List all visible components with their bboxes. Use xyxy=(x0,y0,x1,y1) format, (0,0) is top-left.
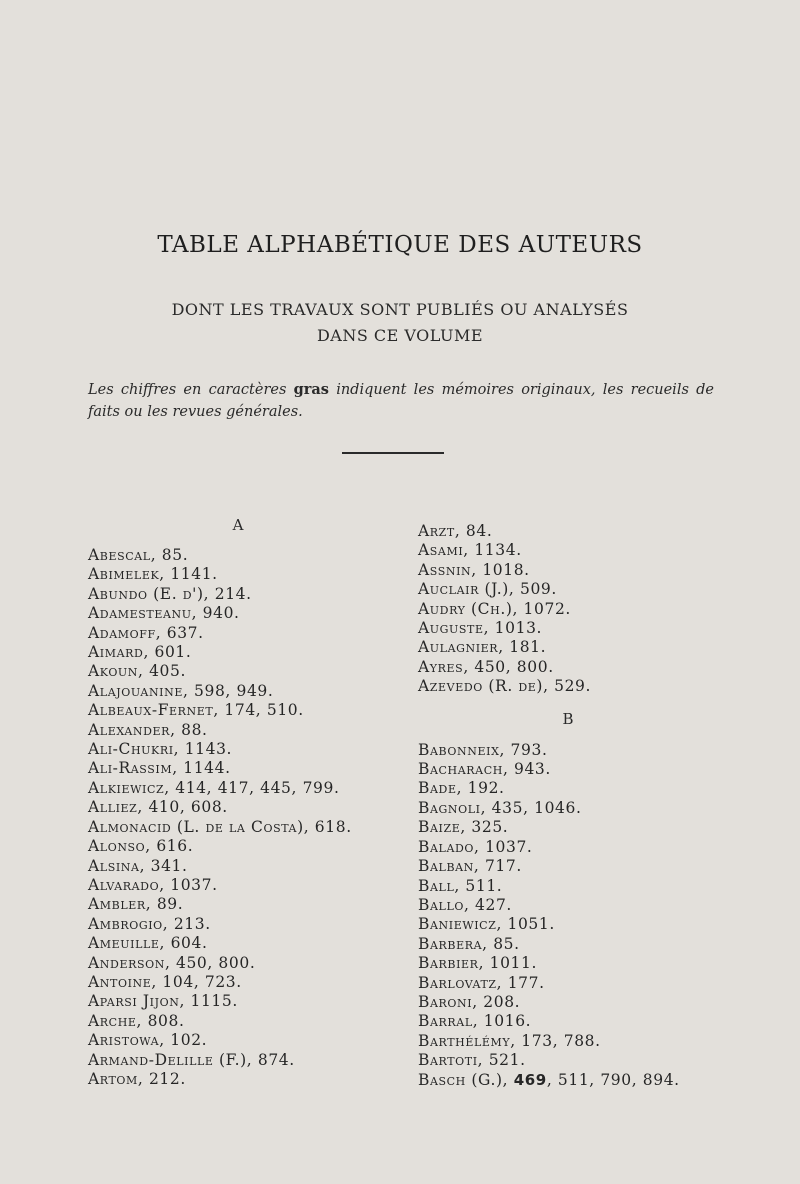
page-numbers: , 637. xyxy=(155,623,204,642)
bold-page-number: 469 xyxy=(513,1070,547,1089)
section-letter-b: B xyxy=(562,709,574,728)
index-entry xyxy=(88,604,388,623)
page-numbers: , 405. xyxy=(138,662,186,681)
page-numbers: 618. xyxy=(309,817,352,836)
author-name: Ayres xyxy=(418,657,464,676)
index-entry xyxy=(418,779,718,798)
author-name: Almonacid (L. de la Costa), xyxy=(88,817,310,836)
page-numbers: , 410, 608. xyxy=(137,798,228,817)
page-numbers: , 341. xyxy=(139,856,188,875)
page-numbers: , 88. xyxy=(170,720,208,739)
index-entry xyxy=(418,619,718,638)
page-numbers: , 1018. xyxy=(471,560,530,579)
author-list-a-continued xyxy=(418,522,718,697)
subtitle-line-2: DANS CE VOLUME xyxy=(316,326,484,345)
page-numbers: , 85. xyxy=(150,546,189,564)
index-entry xyxy=(88,701,388,720)
page-numbers: , 604. xyxy=(159,934,208,953)
author-list-a xyxy=(88,546,388,1089)
index-entry xyxy=(88,1012,388,1031)
author-name: Alonso xyxy=(88,837,146,856)
index-entry xyxy=(418,818,718,837)
page-numbers: , 435, 1046. xyxy=(480,798,582,817)
author-list-b xyxy=(418,741,718,1090)
page-numbers: , 940. xyxy=(191,604,240,623)
page-numbers: 529. xyxy=(548,677,592,696)
author-name: Ambler xyxy=(88,895,146,914)
author-name: Ball xyxy=(418,876,455,895)
index-entry xyxy=(418,658,718,677)
index-column-left xyxy=(88,514,388,1089)
author-name: Ali-Chukri xyxy=(88,740,174,759)
index-entry xyxy=(88,721,388,740)
index-entry xyxy=(88,1051,388,1070)
author-name: Abundo (E. d'), xyxy=(88,584,210,603)
page-numbers: , 212. xyxy=(137,1069,186,1088)
author-name: Alliez xyxy=(88,798,138,817)
index-column-right xyxy=(418,522,718,1090)
index-entry xyxy=(88,546,388,565)
index-entry xyxy=(88,837,388,856)
page-numbers: , 213. xyxy=(162,914,211,933)
author-name: Baroni xyxy=(418,992,473,1011)
author-name: Abescal xyxy=(88,546,151,564)
page-numbers: , 173, 788. xyxy=(510,1031,601,1050)
author-name: Audry (Ch.), xyxy=(418,599,519,618)
page-numbers: , 1143. xyxy=(173,740,233,759)
explanatory-note xyxy=(88,379,714,423)
page-numbers: , 177. xyxy=(496,973,545,992)
author-name: Arzt xyxy=(418,522,455,540)
page-numbers: , 616. xyxy=(145,837,194,856)
author-name: Aparsi Jijon xyxy=(88,992,180,1011)
page-numbers: , 1011. xyxy=(478,954,537,973)
index-entry xyxy=(88,1070,388,1089)
page-numbers: , 511. xyxy=(454,876,503,895)
page-numbers: , 1037. xyxy=(159,875,218,894)
author-name: Balban xyxy=(418,857,474,876)
author-name: Aimard xyxy=(88,643,144,662)
index-entry xyxy=(88,954,388,973)
index-entry xyxy=(418,799,718,818)
index-entry xyxy=(88,934,388,953)
author-name: Adamoff xyxy=(88,623,156,642)
index-entry xyxy=(88,565,388,584)
index-entry xyxy=(418,993,718,1012)
index-entry xyxy=(418,915,718,934)
author-name: Basch (G.), xyxy=(418,1070,509,1089)
index-entry xyxy=(418,760,718,779)
author-name: Ambrogio xyxy=(88,914,163,933)
page-numbers: 1072. xyxy=(518,599,571,618)
index-entry xyxy=(88,759,388,778)
page-numbers: , 104, 723. xyxy=(151,972,242,991)
page-numbers: , 1115. xyxy=(179,992,238,1011)
index-entry xyxy=(418,677,718,696)
page-numbers: 214. xyxy=(209,584,252,603)
index-entry xyxy=(418,1071,718,1090)
page-numbers: , 1013. xyxy=(483,619,543,638)
page-numbers: , 84. xyxy=(454,522,493,540)
author-name: Alsina xyxy=(88,856,140,875)
index-entry xyxy=(418,896,718,915)
index-entry xyxy=(418,1012,718,1031)
index-entry xyxy=(88,779,388,798)
page-numbers: , 192. xyxy=(456,779,505,798)
note-text-before: Les chiffres en caractères xyxy=(88,382,294,398)
author-name: Antoine xyxy=(88,972,152,991)
index-entry xyxy=(418,561,718,580)
index-entry xyxy=(88,643,388,662)
author-name: Aristowa xyxy=(88,1031,160,1050)
index-entry xyxy=(418,580,718,599)
page-numbers: , 1144. xyxy=(172,759,231,778)
page-numbers: , 181. xyxy=(498,638,547,657)
author-name: Akoun xyxy=(88,662,139,681)
author-name: Bade xyxy=(418,779,457,798)
index-entry xyxy=(88,662,388,681)
author-name: Armand-Delille (F.), xyxy=(88,1050,253,1069)
author-name: Artom xyxy=(88,1069,138,1088)
author-name: Abimelek xyxy=(88,565,160,584)
author-name: Bartoti xyxy=(418,1051,478,1070)
index-entry xyxy=(418,1051,718,1070)
author-name: Barthélémy xyxy=(418,1031,511,1050)
author-name: Balado xyxy=(418,837,475,856)
page-numbers: , 1051. xyxy=(496,915,555,934)
page-numbers: , 450, 800. xyxy=(463,657,554,676)
page-numbers: , 414, 417, 445, 799. xyxy=(164,778,340,797)
author-name: Asami xyxy=(418,541,464,560)
author-name: Anderson xyxy=(88,953,165,972)
page-numbers: 509. xyxy=(514,580,557,599)
author-name: Albeaux-Fernet xyxy=(88,701,214,720)
subtitle-line-1: DONT LES TRAVAUX SONT PUBLIÉS OU ANALYSÉS xyxy=(171,300,629,319)
author-name: Alexander xyxy=(88,720,171,739)
section-letter-a: A xyxy=(232,516,244,534)
index-entry xyxy=(88,798,388,817)
index-entry xyxy=(418,877,718,896)
page-numbers: , 598, 949. xyxy=(182,681,274,700)
author-name: Baize xyxy=(418,818,461,837)
author-name: Adamesteanu xyxy=(88,604,192,623)
page-numbers: , 943. xyxy=(502,760,551,779)
author-name: Aulagnier xyxy=(418,638,499,657)
author-name: Ameuille xyxy=(88,934,160,953)
author-name: Baniewicz xyxy=(418,915,497,934)
index-entry xyxy=(88,740,388,759)
page-numbers: , 325. xyxy=(460,818,509,837)
author-name: Alajouanine xyxy=(88,681,183,700)
index-entry xyxy=(418,1032,718,1051)
page-numbers: 874. xyxy=(252,1050,295,1069)
author-name: Auguste xyxy=(418,619,484,638)
author-name: Ali-Rassim xyxy=(88,759,173,778)
page-numbers: , 793. xyxy=(499,740,548,759)
page-numbers: , 1141. xyxy=(159,565,218,584)
author-name: Arche xyxy=(88,1011,137,1030)
page-numbers: , 85. xyxy=(482,934,520,953)
page-numbers: , 1016. xyxy=(472,1012,532,1031)
page-numbers: , 450, 800. xyxy=(164,953,256,972)
index-entry xyxy=(418,541,718,560)
index-entry xyxy=(88,876,388,895)
page-numbers-after: , 511, 790, 894. xyxy=(546,1070,680,1089)
page-numbers: , 601. xyxy=(143,643,192,662)
author-name: Assnin xyxy=(418,560,472,579)
author-name: Barbier xyxy=(418,954,479,973)
index-entry xyxy=(418,935,718,954)
index-entry xyxy=(88,992,388,1011)
author-name: Bacharach xyxy=(418,760,503,779)
divider-rule xyxy=(342,452,444,454)
page-numbers: , 1037. xyxy=(474,837,533,856)
author-name: Auclair (J.), xyxy=(418,580,515,599)
index-entry xyxy=(418,954,718,973)
page-numbers: , 717. xyxy=(473,857,522,876)
index-entry xyxy=(418,974,718,993)
page-numbers: , 808. xyxy=(136,1011,185,1030)
page-numbers: , 89. xyxy=(145,895,184,914)
note-bold-word: gras xyxy=(293,381,329,398)
index-entry xyxy=(418,600,718,619)
index-entry xyxy=(88,585,388,604)
index-entry xyxy=(88,895,388,914)
index-entry xyxy=(418,741,718,760)
index-entry xyxy=(418,522,718,541)
page-numbers: , 521. xyxy=(477,1051,526,1070)
index-entry xyxy=(418,857,718,876)
author-name: Babonneix xyxy=(418,740,500,759)
author-name: Barlovatz xyxy=(418,973,497,992)
index-entry xyxy=(418,638,718,657)
index-entry xyxy=(418,838,718,857)
author-name: Barral xyxy=(418,1012,473,1031)
author-name: Barbera xyxy=(418,934,483,953)
index-entry xyxy=(88,857,388,876)
index-entry xyxy=(88,682,388,701)
page-numbers: , 1134. xyxy=(463,541,522,560)
page-numbers: , 427. xyxy=(463,895,512,914)
page-numbers: , 174, 510. xyxy=(213,701,304,720)
index-entry xyxy=(88,624,388,643)
note-text-after: indiquent les mémoires originaux, les recueils de faits ou les revues générales. xyxy=(88,382,714,420)
author-name: Alkiewicz xyxy=(88,778,165,797)
index-entry xyxy=(88,1031,388,1050)
index-entry xyxy=(88,973,388,992)
author-name: Bagnoli xyxy=(418,798,481,817)
author-name: Ballo xyxy=(418,895,464,914)
author-name: Alvarado xyxy=(88,875,160,894)
author-name: Azevedo (R. de), xyxy=(418,677,549,696)
page-numbers: , 208. xyxy=(472,992,521,1011)
index-entry xyxy=(88,915,388,934)
page-numbers: , 102. xyxy=(159,1031,208,1050)
index-entry xyxy=(88,818,388,837)
page-title: TABLE ALPHABÉTIQUE DES AUTEURS xyxy=(157,232,643,258)
